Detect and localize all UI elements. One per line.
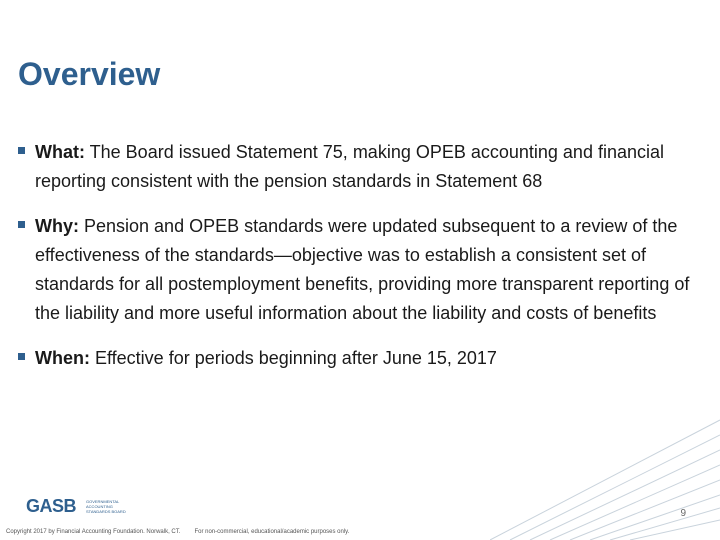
bullet-list — [18, 138, 698, 389]
logo-subtext: GOVERNMENTAL ACCOUNTING STANDARDS BOARD — [86, 499, 126, 514]
bullet-text: Effective for periods beginning after June 15, 2017 — [89, 348, 497, 368]
bullet-text: The Board issued Statement 75, making OPEB accounting and financial reporting consistent with the pension standards in Statement 68 — [35, 142, 664, 191]
usage-note: For non-commercial, educational/academic purposes only. — [194, 529, 350, 535]
bullet-what — [18, 138, 698, 196]
bullet-lead: Why: — [35, 216, 79, 236]
square-bullet-icon — [18, 353, 25, 360]
copyright-notice — [6, 529, 363, 535]
square-bullet-icon — [18, 221, 25, 228]
square-bullet-icon — [18, 147, 25, 154]
bullet-when — [18, 344, 698, 373]
copyright-text: Copyright 2017 by Financial Accounting Foundation. Norwalk, CT. — [6, 529, 181, 535]
slide-title: Overview — [18, 56, 161, 92]
bullet-text: Pension and OPEB standards were updated subsequent to a review of the effectiveness of the standards—objective was to establish a consistent set of standards for all postemployment benefits, providing more transparent reporting of the liability and more useful information about the liability and costs of benefits — [35, 216, 690, 323]
bullet-why — [18, 212, 698, 328]
bullet-lead: When: — [35, 348, 90, 368]
bullet-lead: What: — [35, 142, 85, 162]
logo-wordmark: GASB — [26, 496, 77, 516]
page-number: 9 — [680, 508, 686, 519]
